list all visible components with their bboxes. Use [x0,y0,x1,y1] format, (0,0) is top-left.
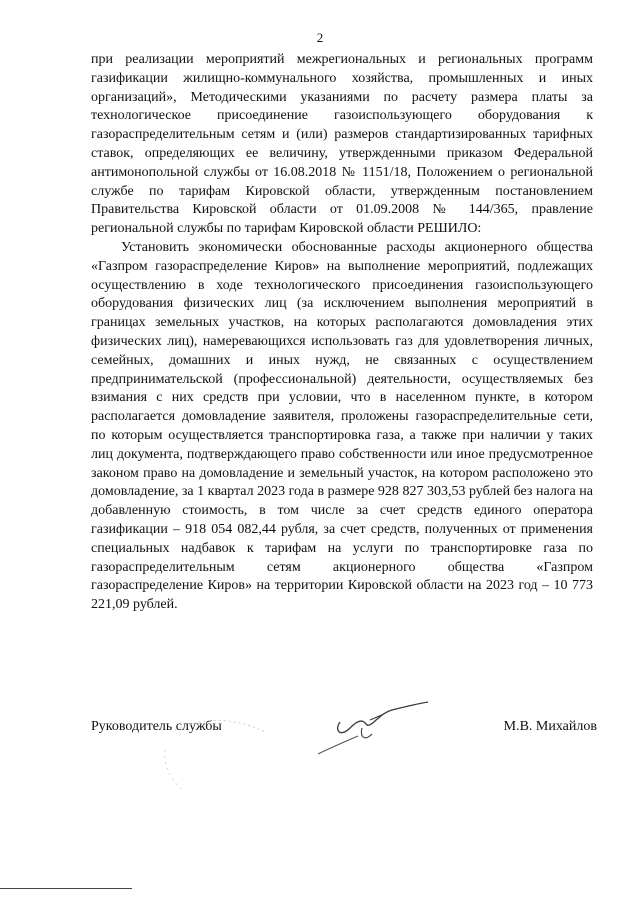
paragraph-decision: Установить экономически обоснованные расходы акционерного общества «Газпром газораспределение Киров» на выполнение мероприятий, подлежащих осуществлению в ходе технологического присоединения газоиспользующего оборудования физических лиц (за исключением выполнения мероприятий в границах земельных участков, на которых располагаются домовладения этих физических лиц), намеревающихся использовать газ для удовлетворения личных, семейных, домашних и иных нужд, не связанных с осуществлением предпринимательской (профессиональной) деятельности, осуществляемых без взимания с них средств при условии, что в населенном пункте, в котором располагается домовладение заявителя, проложены газораспределительные сети, по которым осуществляется транспортировка газа, а также при наличии у таких лиц документа, подтверждающего право собственности или иное предусмотренное законом право на домовладение и земельный участок, на котором расположено это домовладение, за 1 квартал 2023 года в размере 928 827 303,53 рублей без налога на добавленную стоимость, в том числе за счет средств единого оператора газификации – 918 054 082,44 рубля, за счет средств, полученных от применения специальных надбавок к тарифам на услуги по транспортировке газа по газораспределительным сетям акционерного общества «Газпром газораспределение Киров» на территории Кировской области на 2023 год – 10 773 221,09 рублей. [91,239,593,613]
signatory-name: М.В. Михайлов [503,719,597,734]
paragraph-legal-basis: при реализации мероприятий межрегиональных и региональных программ газификации жилищно-коммунального хозяйства, промышленных и иных организаций», Методическими указаниями по расчету размера платы за технологическое присоединение газоиспользующего оборудования к газораспределительным сетям и (или) размеров стандартизированных тарифных ставок, определяющих ее величину, утвержденными приказом Федеральной антимонопольной службы от 16.08.2018 № 1151/18, Положением о региональной службе по тарифам Кировской области, утвержденным постановлением Правительства Кировской области от 01.09.2008 № 144/365, правление региональной службы по тарифам Кировской области РЕШИЛО: [91,52,593,237]
handwritten-signature [300,684,450,774]
page-number: 2 [316,30,324,45]
signatory-position: Руководитель службы [91,719,222,734]
document-body [91,51,593,615]
footer-line [0,888,132,889]
stamp-mark [155,720,285,800]
